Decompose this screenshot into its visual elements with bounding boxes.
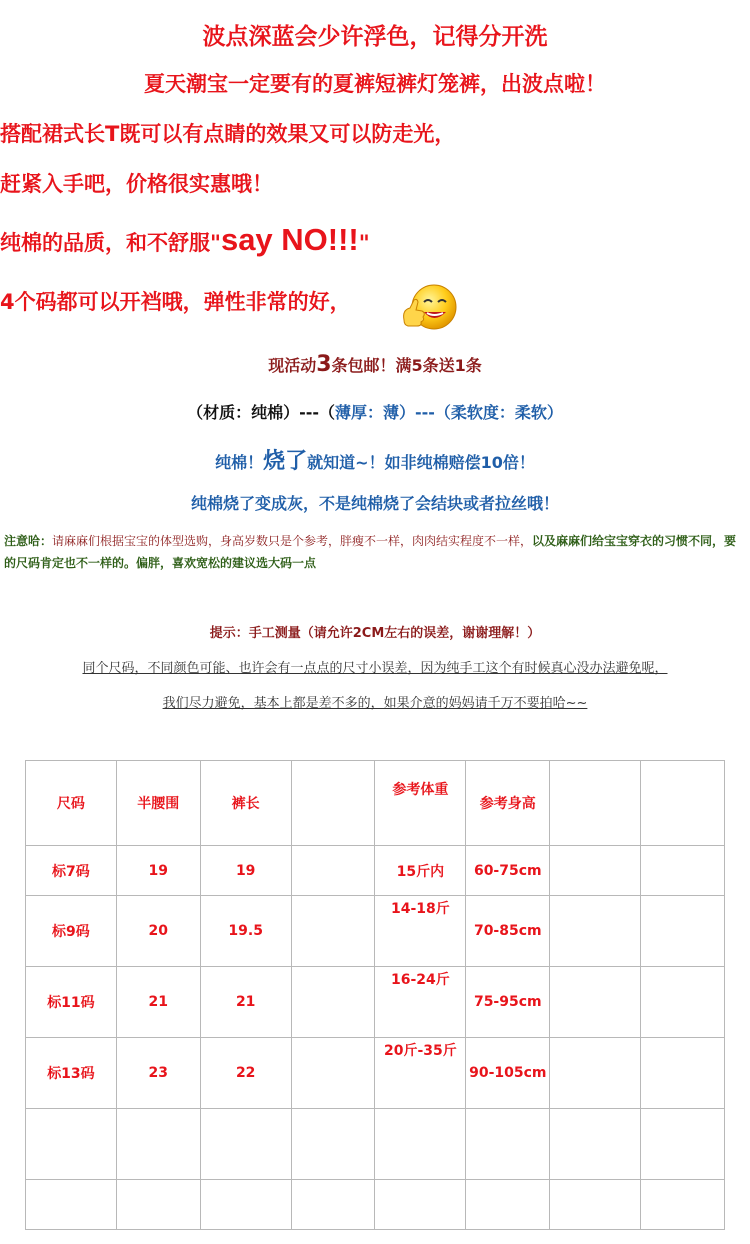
cell-blank	[200, 1109, 291, 1180]
cell-blank	[116, 1180, 200, 1230]
buy-now-line: 赶紧入手吧，价格很实惠哦！	[0, 172, 273, 196]
cell-blank	[291, 846, 375, 896]
cell-blank	[641, 1038, 725, 1109]
cell-blank	[291, 1109, 375, 1180]
burn-test-line: 纯棉烧了变成灰，不是纯棉烧了会结块或者拉丝哦！	[190, 494, 559, 513]
size-table	[25, 760, 725, 1230]
cell-length: 19.5	[200, 896, 291, 967]
cell-blank	[641, 1180, 725, 1230]
cell-weight-text: 20斤-35斤	[384, 1043, 457, 1059]
note-body: 请麻麻们根据宝宝的体型选购，身高岁数只是个参考，胖瘦不一样，肉肉结实程度不一样，	[52, 534, 533, 548]
header-blank	[291, 761, 375, 846]
cell-blank	[375, 1109, 466, 1180]
summer-pants-headline: 夏天潮宝一定要有的夏裤短裤灯笼裤，出波点啦！	[144, 72, 606, 96]
header-size: 尺码	[26, 761, 117, 846]
say-no-text: say NO!!!	[220, 222, 359, 257]
avoid-tip: 我们尽力避免，基本上都是差不多的，如果介意的妈妈请千万不要拍哈~~	[162, 696, 588, 711]
cell-blank	[291, 1038, 375, 1109]
material-thickness: 薄厚：薄）---（柔软度：柔软）	[335, 403, 563, 422]
cell-blank	[200, 1180, 291, 1230]
table-header-row	[26, 761, 725, 846]
cell-length: 22	[200, 1038, 291, 1109]
material-prefix: （材质：纯棉）---（	[187, 403, 335, 422]
header-height: 参考身高	[466, 761, 550, 846]
cotton-quality-text: 纯棉的品质，和不舒服"	[0, 231, 221, 255]
cell-height: 90-105cm	[466, 1038, 550, 1109]
cell-blank	[641, 967, 725, 1038]
note-label: 注意哈：	[4, 534, 53, 548]
cell-half-waist: 23	[116, 1038, 200, 1109]
cell-blank	[466, 1180, 550, 1230]
cotton-quality-line	[0, 222, 370, 258]
measure-tip: 提示：手工测量（请允许2CM左右的误差，谢谢理解！）	[209, 626, 541, 641]
promo-suffix: 条包邮！满5条送1条	[331, 356, 482, 375]
table-row	[26, 1109, 725, 1180]
guarantee-burn: 烧了	[263, 449, 308, 474]
cell-blank	[291, 967, 375, 1038]
cell-length: 21	[200, 967, 291, 1038]
cell-blank	[26, 1109, 117, 1180]
size-note	[4, 530, 746, 574]
cell-blank	[291, 896, 375, 967]
cell-blank	[116, 1109, 200, 1180]
header-half-waist: 半腰围	[116, 761, 200, 846]
cell-half-waist: 20	[116, 896, 200, 967]
closing-quote: "	[358, 231, 370, 255]
cell-size: 标11码	[26, 967, 117, 1038]
cell-size: 标13码	[26, 1038, 117, 1109]
cell-height: 75-95cm	[466, 967, 550, 1038]
cell-weight	[375, 967, 466, 1038]
cell-blank	[375, 1180, 466, 1230]
header-weight	[375, 761, 466, 846]
thumbs-up-smiley-icon	[400, 282, 460, 336]
cell-weight	[375, 896, 466, 967]
table-row	[26, 967, 725, 1038]
table-row	[26, 896, 725, 967]
table-row	[26, 846, 725, 896]
color-variance-tip: 同个尺码，不同颜色可能、也许会有一点点的尺寸小误差，因为纯手工这个有时候真心没办法避免呢，	[82, 661, 668, 676]
cell-blank	[550, 846, 641, 896]
cell-weight	[375, 1038, 466, 1109]
cell-blank	[550, 967, 641, 1038]
guarantee-line	[0, 444, 750, 475]
cell-size: 标7码	[26, 846, 117, 896]
promo-line	[0, 352, 750, 377]
cell-blank	[641, 1109, 725, 1180]
header-blank	[641, 761, 725, 846]
guarantee-prefix: 纯棉！	[215, 453, 264, 472]
cell-weight: 15斤内	[375, 846, 466, 896]
table-row	[26, 1038, 725, 1109]
cell-height: 60-75cm	[466, 846, 550, 896]
table-row	[26, 1180, 725, 1230]
material-line	[0, 400, 750, 423]
cell-blank	[550, 1109, 641, 1180]
open-crotch-line: 4个码都可以开裆哦，弹性非常的好，	[0, 290, 351, 314]
cell-weight-text: 14-18斤	[391, 901, 450, 917]
cell-blank	[641, 846, 725, 896]
guarantee-suffix: 就知道~！如非纯棉赔偿10倍！	[307, 453, 535, 472]
promo-count: 3	[316, 352, 332, 377]
cell-size: 标9码	[26, 896, 117, 967]
cell-blank	[466, 1109, 550, 1180]
header-weight-text: 参考体重	[392, 782, 449, 798]
cell-blank	[550, 1038, 641, 1109]
header-length: 裤长	[200, 761, 291, 846]
promo-prefix: 现活动	[268, 356, 317, 375]
cell-blank	[550, 1180, 641, 1230]
note-tail: 以及麻麻们给宝宝穿衣的习惯不同，要的尺码肯定也不一样的。偏胖，喜欢宽松的建议选大码一点	[4, 534, 737, 570]
cell-height: 70-85cm	[466, 896, 550, 967]
header-blank	[550, 761, 641, 846]
cell-blank	[550, 896, 641, 967]
cell-half-waist: 21	[116, 967, 200, 1038]
styling-tip: 搭配裙式长T既可以有点睛的效果又可以防走光，	[0, 122, 456, 146]
cell-half-waist: 19	[116, 846, 200, 896]
cell-weight-text: 16-24斤	[391, 972, 450, 988]
cell-blank	[26, 1180, 117, 1230]
cell-blank	[291, 1180, 375, 1230]
cell-blank	[641, 896, 725, 967]
wash-warning: 波点深蓝会少许浮色，记得分开洗	[202, 24, 548, 50]
cell-length: 19	[200, 846, 291, 896]
